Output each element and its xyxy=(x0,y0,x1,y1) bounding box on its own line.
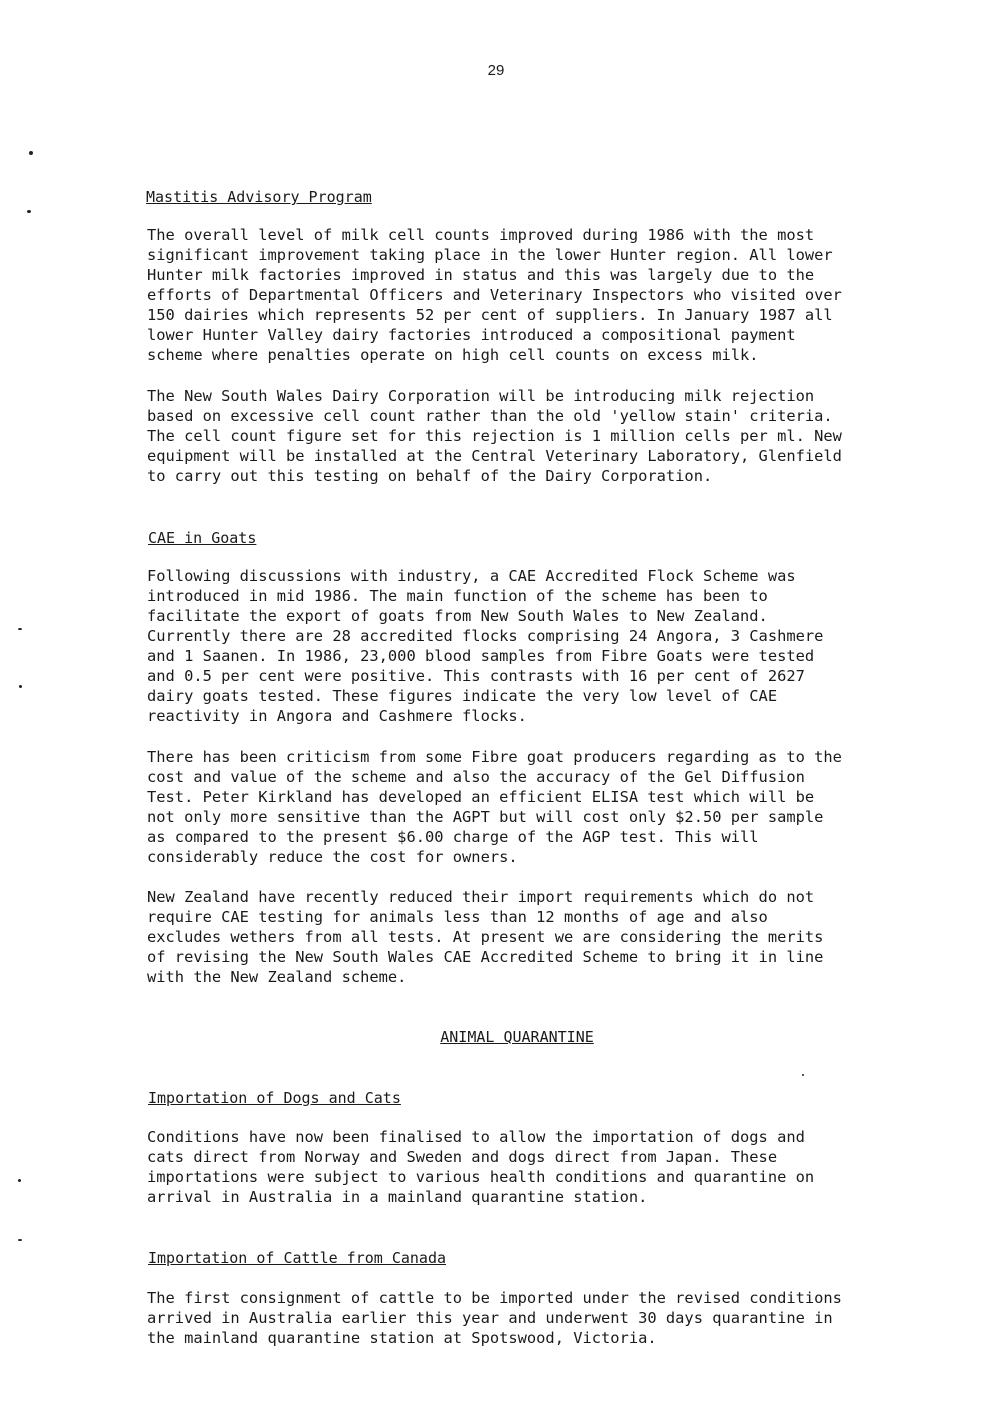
text-line: require CAE testing for animals less than 12 months of age and also xyxy=(147,908,768,926)
scan-speck xyxy=(27,210,31,213)
text-line: dairy goats tested. These figures indicate the very low level of CAE xyxy=(147,687,778,705)
text-line: and 0.5 per cent were positive. This contrasts with 16 per cent of 2627 xyxy=(147,667,805,685)
text-line: The overall level of milk cell counts improved during 1986 with the most xyxy=(147,226,815,244)
heading-importation-of-cattle-from-canada: Importation of Cattle from Canada xyxy=(148,1249,447,1267)
page-number: 29 xyxy=(487,62,505,79)
scan-speck xyxy=(18,628,22,630)
text-line: equipment will be installed at the Central Veterinary Laboratory, Glenfield xyxy=(147,447,842,465)
text-line: importations were subject to various health conditions and quarantine on xyxy=(147,1168,815,1186)
text-line: The first consignment of cattle to be imported under the revised conditions xyxy=(147,1289,842,1307)
text-line: cost and value of the scheme and also the accuracy of the Gel Diffusion xyxy=(147,768,805,786)
scan-speck xyxy=(19,685,22,688)
text-line: significant improvement taking place in the lower Hunter region. All lower xyxy=(147,246,833,264)
text-line: arrived in Australia earlier this year and underwent 30 days quarantine in xyxy=(147,1309,833,1327)
text-line: introduced in mid 1986. The main function of the scheme has been to xyxy=(147,587,768,605)
text-line: The cell count figure set for this rejection is 1 million cells per ml. New xyxy=(147,427,842,445)
text-line: considerably reduce the cost for owners. xyxy=(147,848,518,866)
paragraph xyxy=(147,887,907,987)
text-line: cats direct from Norway and Sweden and dogs direct from Japan. These xyxy=(147,1148,778,1166)
scan-speck xyxy=(802,1074,804,1076)
text-line: reactivity in Angora and Cashmere flocks. xyxy=(147,707,527,725)
text-line: the mainland quarantine station at Spotswood, Victoria. xyxy=(147,1329,657,1347)
text-line: facilitate the export of goats from New South Wales to New Zealand. xyxy=(147,607,768,625)
text-line: scheme where penalties operate on high cell counts on excess milk. xyxy=(147,346,759,364)
scan-speck xyxy=(18,1239,22,1241)
text-line: efforts of Departmental Officers and Veterinary Inspectors who visited over xyxy=(147,286,842,304)
paragraph xyxy=(147,1127,907,1207)
text-line: Currently there are 28 accredited flocks comprising 24 Angora, 3 Cashmere xyxy=(147,627,824,645)
text-line: 150 dairies which represents 52 per cent of suppliers. In January 1987 all xyxy=(147,306,833,324)
paragraph xyxy=(147,747,907,867)
text-line: There has been criticism from some Fibre goat producers regarding as to the xyxy=(147,748,842,766)
text-line: based on excessive cell count rather than the old 'yellow stain' criteria. xyxy=(147,407,833,425)
section-title-animal-quarantine: ANIMAL QUARANTINE xyxy=(440,1028,594,1046)
text-line: New Zealand have recently reduced their import requirements which do not xyxy=(147,888,815,906)
scan-speck xyxy=(29,151,33,155)
paragraph xyxy=(147,225,907,365)
heading-mastitis-advisory-program: Mastitis Advisory Program xyxy=(146,188,372,206)
text-line: to carry out this testing on behalf of the Dairy Corporation. xyxy=(147,467,713,485)
paragraph xyxy=(147,386,907,486)
text-line: as compared to the present $6.00 charge of the AGP test. This will xyxy=(147,828,759,846)
text-line: arrival in Australia in a mainland quarantine station. xyxy=(147,1188,648,1206)
scan-speck xyxy=(18,1179,21,1182)
text-line: excludes wethers from all tests. At present we are considering the merits xyxy=(147,928,824,946)
text-line: Following discussions with industry, a CAE Accredited Flock Scheme was xyxy=(147,567,796,585)
paragraph xyxy=(147,566,907,726)
text-line: with the New Zealand scheme. xyxy=(147,968,407,986)
text-line: lower Hunter Valley dairy factories introduced a compositional payment xyxy=(147,326,796,344)
text-line: Hunter milk factories improved in status and this was largely due to the xyxy=(147,266,815,284)
text-line: of revising the New South Wales CAE Accredited Scheme to bring it in line xyxy=(147,948,824,966)
heading-cae-in-goats: CAE in Goats xyxy=(148,529,257,547)
text-line: not only more sensitive than the AGPT but will cost only $2.50 per sample xyxy=(147,808,824,826)
text-line: The New South Wales Dairy Corporation will be introducing milk rejection xyxy=(147,387,815,405)
paragraph xyxy=(147,1288,907,1348)
text-line: and 1 Saanen. In 1986, 23,000 blood samples from Fibre Goats were tested xyxy=(147,647,815,665)
heading-importation-of-dogs-and-cats: Importation of Dogs and Cats xyxy=(148,1089,401,1107)
text-line: Conditions have now been finalised to allow the importation of dogs and xyxy=(147,1128,805,1146)
text-line: Test. Peter Kirkland has developed an efficient ELISA test which will be xyxy=(147,788,815,806)
